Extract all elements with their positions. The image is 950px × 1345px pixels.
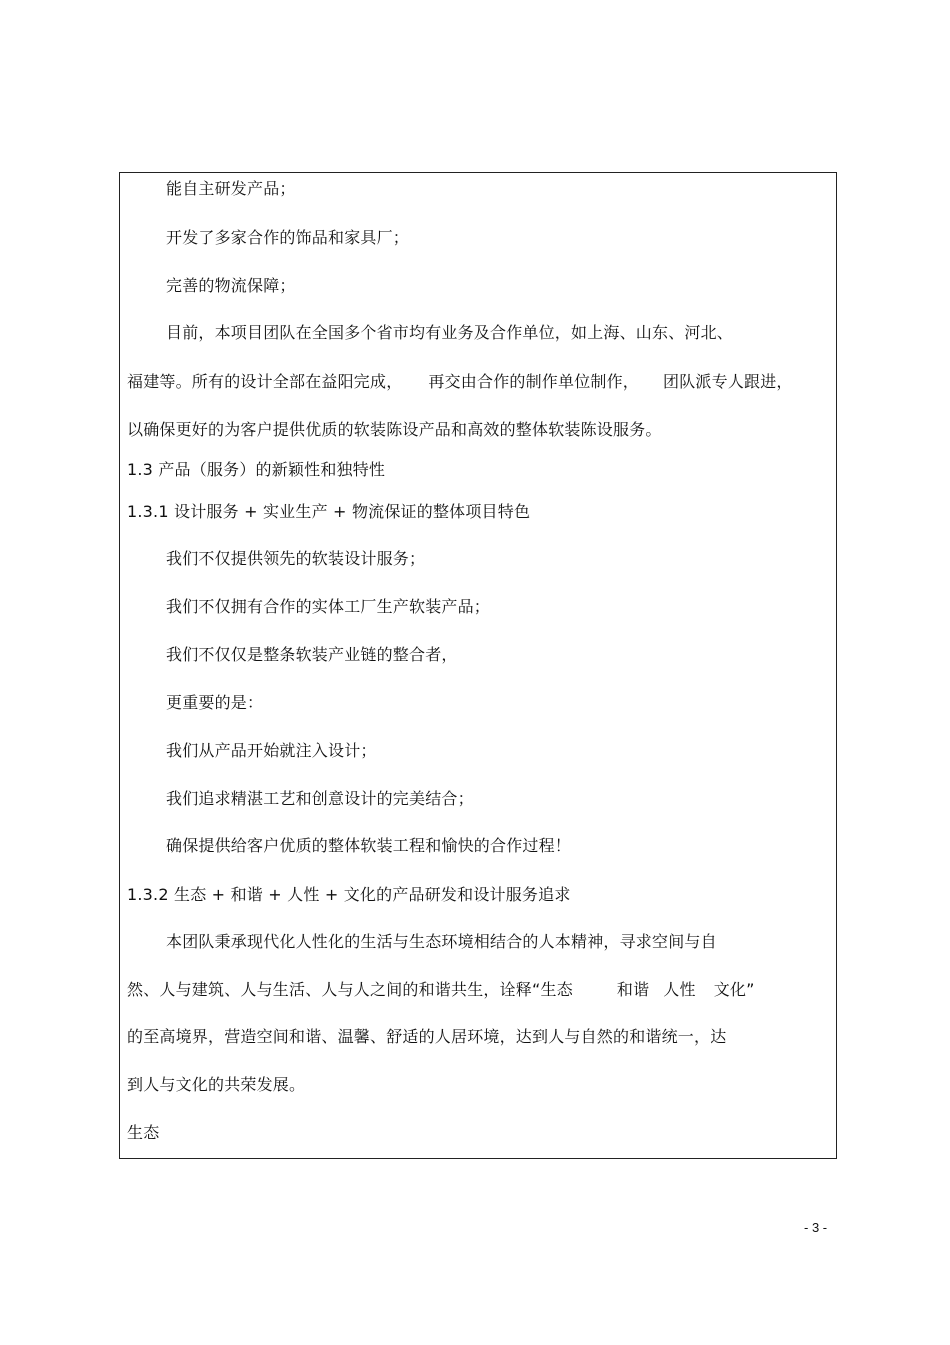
- text-segment: 人性: [663, 980, 696, 999]
- subsection-heading: 1.3.2 生态 + 和谐 + 人性 + 文化的产品研发和设计服务追求: [127, 885, 571, 904]
- paragraph-line: 能自主研发产品；: [166, 179, 296, 198]
- subsection-heading: 1.3.1 设计服务 + 实业生产 + 物流保证的整体项目特色: [127, 502, 531, 521]
- paragraph-line: 以确保更好的为客户提供优质的软装陈设产品和高效的整体软装陈设服务。: [127, 420, 662, 439]
- paragraph-line: 目前，本项目团队在全国多个省市均有业务及合作单位，如上海、山东、河北、: [166, 323, 734, 342]
- paragraph-line: 我们不仅提供领先的软装设计服务；: [166, 549, 426, 568]
- paragraph-line: 确保提供给客户优质的整体软装工程和愉快的合作过程！: [166, 836, 572, 855]
- paragraph-line: 开发了多家合作的饰品和家具厂；: [166, 228, 410, 247]
- paragraph-line: 本团队秉承现代化人性化的生活与生态环境相结合的人本精神，寻求空间与自: [166, 932, 717, 951]
- text-segment: 和谐: [616, 980, 650, 999]
- paragraph-line: 完善的物流保障；: [166, 276, 296, 295]
- text-segment: 文化”: [713, 980, 755, 999]
- text-segment: 团队派专人跟进，: [663, 372, 793, 391]
- section-heading: 1.3 产品（服务）的新颖性和独特性: [127, 460, 386, 479]
- page-number: - 3 -: [804, 1220, 828, 1235]
- paragraph-line: 我们不仅拥有合作的实体工厂生产软装产品；: [166, 597, 491, 616]
- content-box: [119, 172, 837, 1159]
- paragraph-line: 的至高境界，营造空间和谐、温馨、舒适的人居环境，达到人与自然的和谐统一，达: [127, 1027, 727, 1046]
- paragraph-line: 我们追求精湛工艺和创意设计的完美结合；: [166, 789, 474, 808]
- paragraph-line: 我们从产品开始就注入设计；: [166, 741, 377, 760]
- paragraph-line: [127, 372, 793, 392]
- text-segment: 再交由合作的制作单位制作，: [428, 372, 640, 391]
- paragraph-line: [127, 980, 755, 1000]
- paragraph-line: 我们不仅仅是整条软装产业链的整合者，: [166, 645, 458, 664]
- text-segment: 福建等。所有的设计全部在益阳完成，: [127, 372, 403, 391]
- text-segment: 然、人与建筑、人与生活、人与人之间的和谐共生，诠释“生态: [127, 980, 573, 999]
- paragraph-line: 到人与文化的共荣发展。: [127, 1075, 306, 1094]
- paragraph-line: 更重要的是：: [166, 693, 264, 712]
- paragraph-line: 生态: [127, 1123, 160, 1142]
